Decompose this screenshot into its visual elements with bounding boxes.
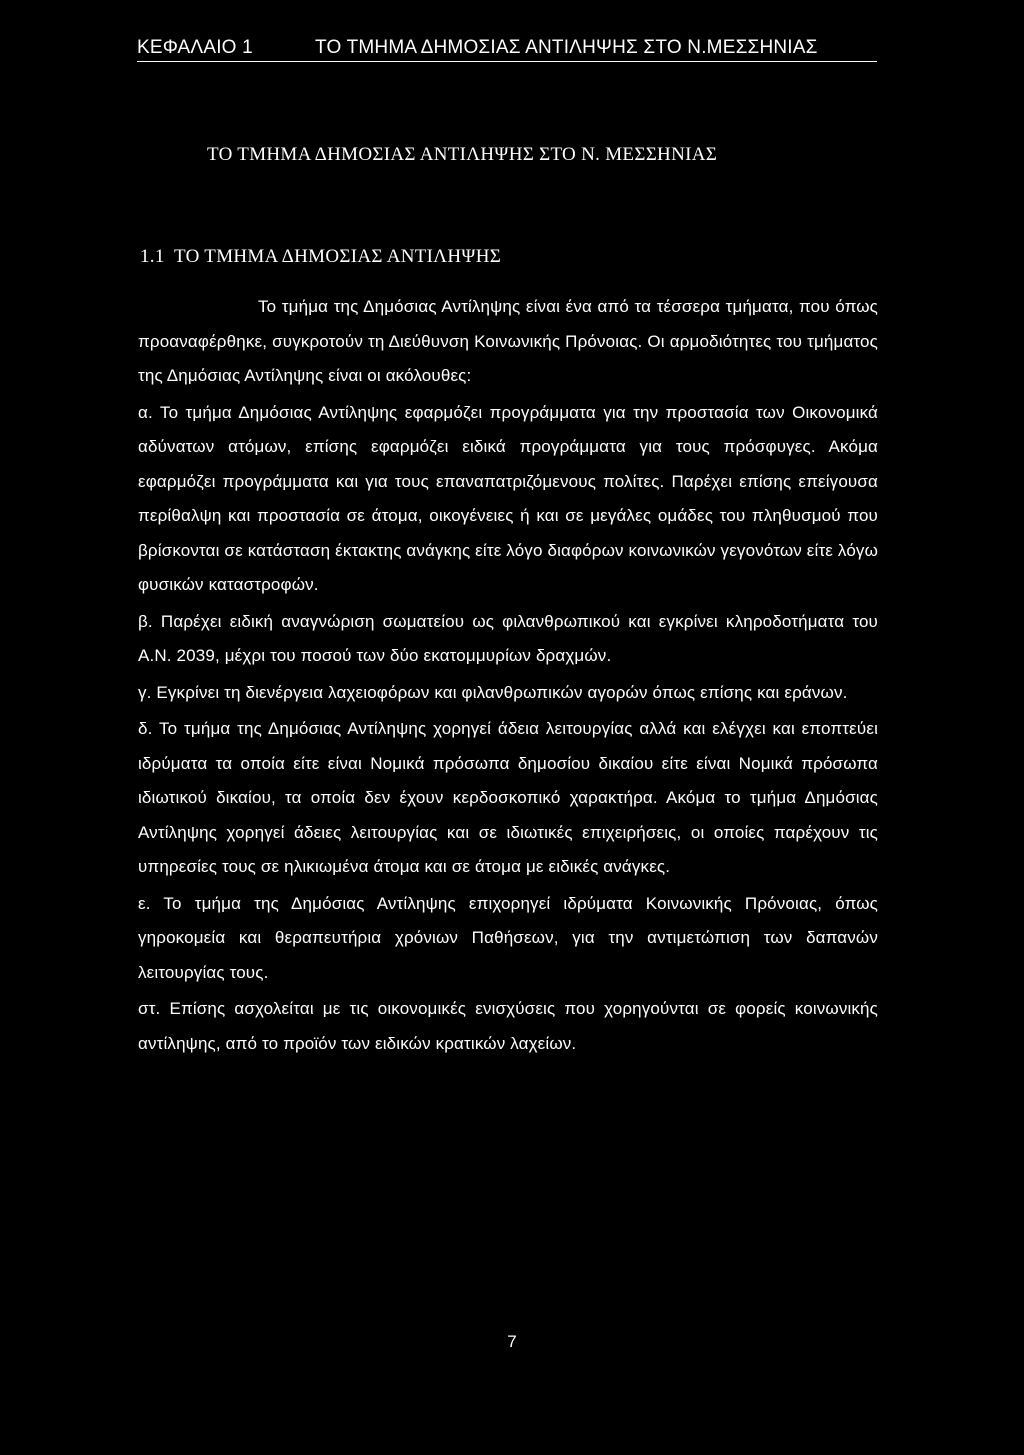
list-item-text: Εγκρίνει τη διενέργεια λαχειοφόρων και φιλανθρωπικών αγορών όπως επίσης και εράνων. [156,682,848,702]
list-item-b [138,605,878,674]
list-item-st [138,992,878,1061]
list-item-text: Παρέχει ειδική αναγνώριση σωματείου ως φιλανθρωπικού και εγκρίνει κληροδοτήματα του Α.Ν. 2039, μέχρι του ποσού των δύο εκατομμυρίων δραχμών. [138,611,879,665]
list-item-label: ε. [138,893,151,913]
list-item-label: δ. [138,719,153,738]
page-number: 7 [507,1332,517,1351]
intro-paragraph: Το τμήμα της Δημόσιας Αντίληψης είναι ένα από τα τέσσερα τμήματα, που όπως προαναφέρθηκε, συγκροτούν τη Διεύθυνση Κοινωνικής Πρόνοιας. Οι αρμοδιότητες του τμήματος της Δημόσιας Αντίληψης είναι οι ακόλουθες: [138,297,878,385]
running-header-title: ΤΟ ΤΜΗΜΑ ΔΗΜΟΣΙΑΣ ΑΝΤΙΛΗΨΗΣ ΣΤΟ Ν.ΜΕΣΣΗΝΙΑΣ [315,37,818,58]
body-text [138,290,878,1061]
list-item-a [138,396,878,603]
list-item-text: Το τμήμα της Δημόσιας Αντίληψης χορηγεί άδεια λειτουργίας αλλά και ελέγχει και εποπτεύει ιδρύματα τα οποία είτε είναι Νομικά πρόσωπα δημοσίου δικαίου είτε είναι Νομικά πρόσωπα ιδιωτικού δικαίου, τα οποία δεν έχουν κερδοσκοπικό χαρακτήρα. Ακόμα το τμήμα Δημόσιας Αντίληψης χορηγεί άδειες λειτουργίας και σε ιδιωτικές επιχειρήσεις, οι οποίες παρέχουν τις υπηρεσίες τους σε ηλικιωμένα άτομα και σε άτομα με ειδικές ανάγκες. [138,719,878,876]
running-header [137,36,877,62]
section-title: ΤΟ ΤΜΗΜΑ ΔΗΜΟΣΙΑΣ ΑΝΤΙΛΗΨΗΣ [174,246,502,267]
list-item-label: γ. [138,682,152,702]
list-item-d [138,712,878,885]
chapter-label: ΚΕΦΑΛΑΙΟ 1 [137,37,253,58]
section-heading [140,246,501,268]
list-item-label: στ. [138,999,161,1018]
document-title: ΤΟ ΤΜΗΜΑ ΔΗΜΟΣΙΑΣ ΑΝΤΙΛΗΨΗΣ ΣΤΟ Ν. ΜΕΣΣΗΝΙΑΣ [207,144,718,165]
list-item-label: β. [138,611,153,631]
list-item-text: Επίσης ασχολείται με τις οικονομικές ενισχύσεις που χορηγούνται σε φορείς κοινωνικής αντίληψης, από το προϊόν των ειδικών κρατικών λαχείων. [138,999,879,1053]
list-item-label: α. [138,402,153,422]
list-item-e [138,887,878,991]
list-item-text: Το τμήμα Δημόσιας Αντίληψης εφαρμόζει προγράμματα για την προστασία των Οικονομικά αδύνατων ατόμων, επίσης εφαρμόζει ειδικά προγράμματα για τους πρόσφυγες. Ακόμα εφαρμόζει προγράμματα και για τους επαναπατριζόμενους πολίτες. Παρέχει επίσης επείγουσα περίθαλψη και προστασία σε άτομα, οικογένειες ή και σε μεγάλες ομάδες του πληθυσμού που βρίσκονται σε κατάσταση έκτακτης ανάγκης είτε λόγο διαφόρων κοινωνικών γεγονότων είτε λόγω φυσικών καταστροφών. [138,402,878,594]
list-item-c [138,676,878,711]
section-number: 1.1 [140,246,165,267]
list-item-text: Το τμήμα της Δημόσιας Αντίληψης επιχορηγεί ιδρύματα Κοινωνικής Πρόνοιας, όπως γηροκομεία και θεραπευτήρια χρόνιων Παθήσεων, για την αντιμετώπιση των δαπανών λειτουργίας τους. [138,893,878,982]
